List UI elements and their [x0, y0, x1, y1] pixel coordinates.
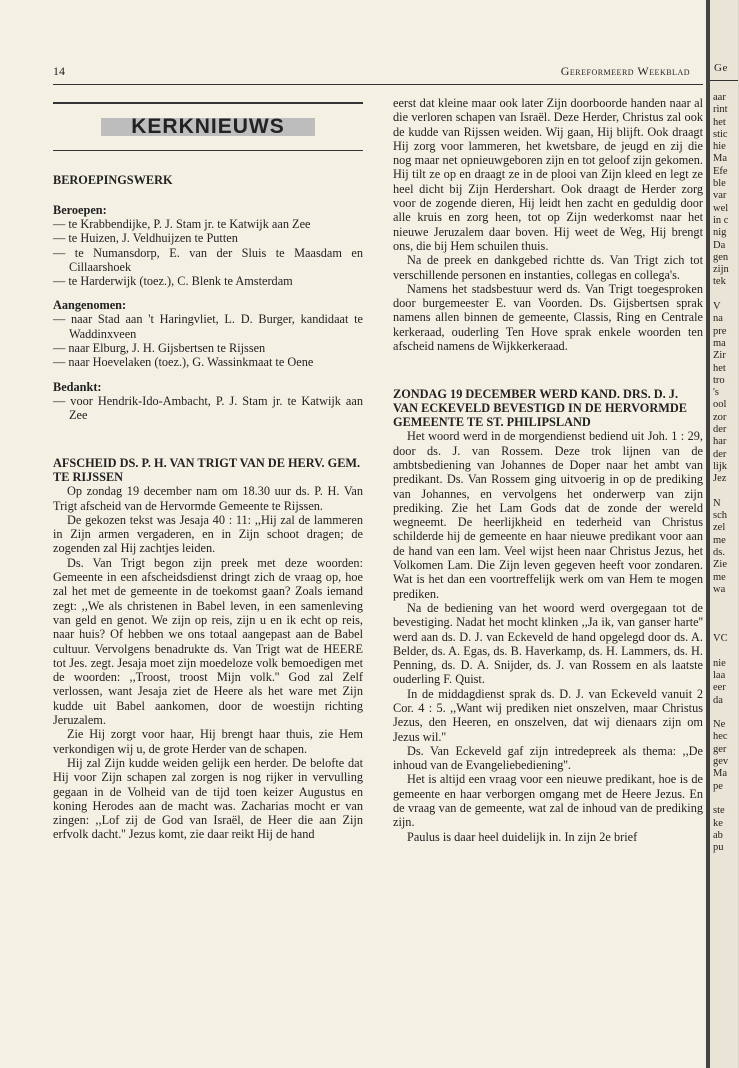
next-page-line: in c	[713, 214, 729, 226]
next-page-line	[713, 707, 739, 719]
next-page-line: gen	[713, 251, 729, 263]
beroepen-item: — te Huizen, J. Veldhuijzen te Putten	[53, 231, 238, 246]
article-paragraph: Ds. Van Trigt begon zijn preek met deze woorden: Gemeente in een afscheidsdienst dringt zich de vraag op, hoe zal het met de gemeente in de toekomst gaan? Zoals iemand zegt: ,,We als christenen in Babel leven, in een samenleving van geld en genot. We zijn op reis, zijn u en ik echt op reis, naar huis? Of hebben we ons totaal aangepast aan de Babel cultuur. Vervolgens benadrukte ds. Van Trigt wat de HEERE tot Jes. zegt. Jesaja moet zijn moedeloze volk bemoedigen met de woorden: ,,Troost, troost Mijn volk.'' God zal Zelf verlossen, want Jesaja ziet de Heere als het ware met Zijn kudde uit Babel aankomen, door de woestijn richting Jeruzalem.	[53, 555, 363, 728]
article-paragraph: Paulus is daar heel duidelijk in. In zijn 2e brief	[407, 829, 638, 844]
article-paragraph: Hij zal Zijn kudde weiden gelijk een herder. De belofte dat Hij voor Zijn schapen zal zorgen is nog rijker in vervulling gegaan in de Volheid van de tijd toen keizer Augustus en koning Herodes aan de macht was. Zacharias mocht er van zingen: ,,Lof zij de God van Israël, de Heer die aan Zijn erfvolk dacht.'' Jezus komt, zie daar reikt Hij de hand	[53, 755, 363, 842]
next-page-line: ool	[713, 399, 727, 411]
beroepen-item: — te Harderwijk (toez.), C. Blenk te Amsterdam	[53, 274, 293, 289]
aangenomen-item: — naar Hoevelaken (toez.), G. Wassinkmaat te Oene	[53, 355, 314, 370]
next-page-line: pe	[713, 780, 723, 792]
next-page-line: eer	[713, 682, 726, 694]
next-page-line: pu	[713, 842, 724, 854]
next-page-line: Ne	[713, 719, 726, 731]
next-page-line: me	[713, 534, 726, 546]
section-banner-title: KERKNIEUWS	[101, 118, 315, 136]
section-banner	[53, 102, 363, 151]
next-page-line: hie	[713, 141, 726, 153]
next-page-line: stic	[713, 128, 728, 140]
aangenomen-label: Aangenomen:	[53, 298, 127, 313]
left-column	[53, 96, 363, 842]
next-page-line: der	[713, 448, 727, 460]
journal-title: Gereformeerd Weekblad	[560, 64, 690, 78]
next-page-line: het	[713, 362, 726, 374]
next-page-line: me	[713, 571, 726, 583]
next-page-line: Da	[713, 239, 726, 251]
next-page-line: ke	[713, 817, 723, 829]
beroepen-item: — te Krabbendijke, P. J. Stam jr. te Katwijk aan Zee	[53, 217, 311, 231]
beroepen-label: Beroepen:	[53, 203, 107, 217]
next-page-line: tro	[713, 374, 725, 386]
next-page-line: nie	[713, 657, 726, 669]
next-page-line	[713, 486, 739, 498]
next-page-line	[713, 608, 739, 620]
beroepen-item: — te Numansdorp, E. van der Sluis te Maasdam en Cillaarshoek	[53, 245, 363, 274]
next-page-line: ble	[713, 178, 726, 190]
next-page-line: VC	[713, 633, 728, 645]
article-paragraph: Ds. Van Eckeveld gaf zijn intredepreek als thema: ,,De inhoud van de Evangeliebediening''.	[393, 743, 703, 773]
next-page-line: het	[713, 116, 726, 128]
article-paragraph: Na de bediening van het woord werd overgegaan tot de bevestiging. Nadat het mocht klinken ,,Ja ik, van ganser harte'' werd aan ds. D. J. van Eckeveld de hand opgelegd door ds. A. Belder, ds. A. Egas, ds. B. Haverkamp, ds. H. Lammers, ds. H. Penning, ds. D. A. Snijder, ds. J. van Rossem en als laatste ouderling F. Quist.	[393, 600, 703, 687]
aangenomen-item: — naar Stad aan 't Haringvliet, L. D. Burger, kandidaat te Waddinxveen	[53, 312, 363, 341]
article-paragraph: eerst dat kleine maar ook later Zijn doorboorde handen naar al die verloren schapen van Israël. Deze Herder, Christus zal ook de kudde van Rijssen weiden. Wij gaan, Hij blijft. Ook draagt Hij zorg voor lammeren, het kwetsbare, de jeugd en zij die nog maar net opnieuwgeboren zijn en tot geloof zijn gekomen. Hij tilt ze op en draagt ze in de plooi van Zijn kleed en legt ze heel dicht bij Zijn Herdershart. Ook draagt de Herder zorg voor de zogende dieren, Hij leidt hen zacht en geduldig door alle kruis en zorg heen, tot op Zijn wederkomst naar het nieuwe Jeruzalem daar boven. Hij weet de Weg, Hij brengt ons, die bij Hem schuilen thuis.	[393, 96, 703, 253]
next-page-line	[713, 793, 739, 805]
article-heading-eckeveld: ZONDAG 19 DECEMBER WERD KAND. DRS. D. J. VAN ECKEVELD BEVESTIGD IN DE HERVORMDE GEMEENTE TE ST. PHILIPSLAND	[393, 387, 687, 430]
next-page-line: rint	[713, 104, 728, 116]
next-page-line: Efe	[713, 165, 728, 177]
article-paragraph: Namens het stadsbestuur werd ds. Van Trigt toegesproken door burgemeester E. van Voorden. Ds. Gijsbertsen sprak namens allen binnen de gemeente, Classis, Ring en Centrale kerkeraad, ouderling Ten Hove sprak enkele woorden ten afscheid namens de Wijkkerkeraad.	[393, 281, 703, 354]
next-page-line: Zir	[713, 350, 726, 362]
next-page-line: ger	[713, 743, 727, 755]
next-page-line: der	[713, 424, 727, 436]
next-page-line: sch	[713, 510, 727, 522]
article-paragraph: De gekozen tekst was Jesaja 40 : 11: ,,Hij zal de lammeren in Zijn armen vergaderen, en in Zijn schoot dragen; de zogenden zal Hij zachtjes leiden.	[53, 512, 363, 556]
next-page-line: wel	[713, 202, 729, 214]
next-page-line: V	[713, 301, 721, 313]
next-page-line: Jez	[713, 473, 727, 485]
next-page-line: nig	[713, 227, 727, 239]
next-page-line: Ma	[713, 768, 727, 780]
article-paragraph: Het woord werd in de morgendienst bediend uit Joh. 1 : 29, door ds. J. van Rossem. Deze trok lijnen van de ambtsbediening van Johannes de Doper naar het ambt van predikant. Ds. Van Rossem ging uitvoerig in op de prediking van Johannes, en vervolgens het onderwerp van zijn prediking. Zie het Lam Gods dat de zonde der wereld wegneemt. De heerlijkheid en tederheid van Christus schilderde hij de gemeente en haar nieuwe predikant voor aan de hand van een lam. Veel wijst heen naar Christus Jezus, het Volkomen Lam. Die Zijn leven gegeven heeft voor zondaren. Wat is het dan een voortreffelijk werk om van Hem te mogen prediken.	[393, 429, 703, 601]
next-page-line: zijn	[713, 264, 729, 276]
next-page-line: N	[713, 497, 721, 509]
next-page-line: wa	[713, 583, 726, 595]
article-heading-afscheid: AFSCHEID DS. P. H. VAN TRIGT VAN DE HERV. GEM. TE RIJSSEN	[53, 456, 361, 485]
beroepingswerk-heading: BEROEPINGSWERK	[53, 173, 173, 187]
article-paragraph: Het is altijd een vraag voor een nieuwe predikant, hoe is de gemeente en haar verborgen omgang met de Heere Jezus. En de vraag van de gemeente, wat zal de inhoud van de prediking zijn.	[393, 772, 703, 830]
next-page-line: Ma	[713, 153, 727, 165]
next-page-line: na	[713, 313, 723, 325]
next-page-header: Ge	[714, 62, 728, 74]
next-page-line: ste	[713, 805, 725, 817]
page-number: 14	[53, 64, 65, 78]
next-page-line: zor	[713, 411, 727, 423]
next-page-line	[713, 596, 739, 608]
next-page-line: har	[713, 436, 727, 448]
next-page-line: tek	[713, 276, 726, 288]
next-page-line	[713, 289, 739, 301]
next-page-line: aar	[713, 92, 726, 103]
article-paragraph: Op zondag 19 december nam om 18.30 uur ds. P. H. Van Trigt afscheid van de Hervormde Gemeente te Rijssen.	[53, 484, 363, 513]
article-paragraph: Na de preek en dankgebed richtte ds. Van Trigt zich tot verschillende personen en instanties, collegas en collega's.	[393, 253, 703, 282]
next-page-line	[713, 645, 739, 657]
next-page-line: ma	[713, 337, 726, 349]
bedankt-label: Bedankt:	[53, 379, 102, 394]
next-page-line: hec	[713, 731, 728, 743]
article-paragraph: Zie Hij zorgt voor haar, Hij brengt haar thuis, zie Hem verkondigen wij u, de grote Herder van de schapen.	[53, 727, 363, 756]
next-page-line: Zie	[713, 559, 727, 571]
bedankt-item: — voor Hendrik-Ido-Ambacht, P. J. Stam jr. te Katwijk aan Zee	[53, 393, 363, 422]
next-page-line: lijk	[713, 460, 728, 472]
right-column	[393, 96, 703, 844]
article-paragraph: In de middagdienst sprak ds. D. J. van Eckeveld vanuit 2 Cor. 4 : 5. ,,Want wij prediken niet onszelven, maar Christus Jezus, den Heeren, en onszelven, dat wij dienaars zijn om Jezus wil.''	[393, 686, 703, 744]
header-rule	[53, 84, 703, 85]
next-page-line: da	[713, 694, 723, 706]
next-page-line: var	[713, 190, 727, 202]
next-page-line: pre	[713, 325, 727, 337]
next-page-text	[713, 92, 739, 854]
next-page-line: ds.	[713, 546, 725, 558]
next-page-edge	[710, 0, 738, 1068]
next-page-line	[713, 621, 739, 633]
aangenomen-item: — naar Elburg, J. H. Gijsbertsen te Rijssen	[53, 341, 266, 356]
next-page-rule	[710, 80, 738, 81]
next-page-line: laa	[713, 669, 726, 681]
next-page-line: 's	[713, 387, 719, 399]
next-page-line: ab	[713, 829, 723, 841]
next-page-line: zel	[713, 522, 726, 534]
next-page-line: gev	[713, 756, 729, 768]
